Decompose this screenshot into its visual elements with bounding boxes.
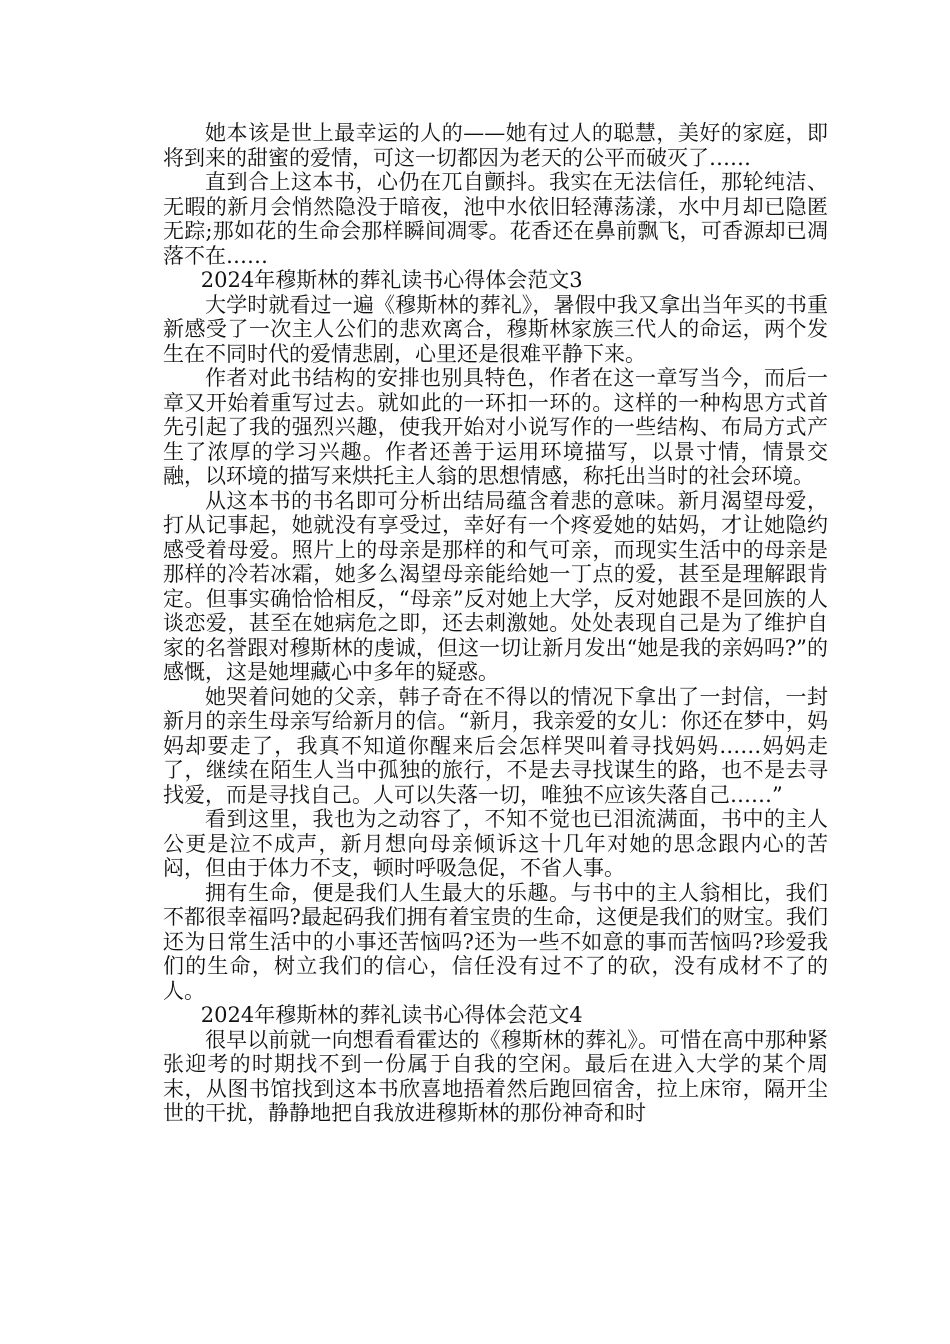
paragraph-3: 大学时就看过一遍《穆斯林的葬礼》，暑假中我又拿出当年买的书重新感受了一次主人公们的悲欢离合，穆斯林家族三代人的命运，两个发生在不同时代的爱情悲剧，心里还是很难平静下来。 [163,292,828,366]
paragraph-5: 从这本书的书名即可分析出结局蕴含着悲的意味。新月渴望母爱，打从记事起，她就没有享受过，幸好有一个疼爱她的姑妈，才让她隐约感受着母爱。照片上的母亲是那样的和气可亲，而现实生活中的母亲是那样的冷若冰霜，她多么渴望母亲能给她一丁点的爱，甚至是理解跟肯定。但事实确恰恰相反，“母亲”反对她上大学，反对她跟不是回族的人谈恋爱，甚至在她病危之即，还去刺激她。处处表现自己是为了维护自家的名誉跟对穆斯林的虔诚，但这一切让新月发出“她是我的亲妈吗?”的感慨，这是她埋藏心中多年的疑惑。 [163,488,828,684]
paragraph-4: 作者对此书结构的安排也别具特色，作者在这一章写当今，而后一章又开始着重写过去。就如此的一环扣一环的。这样的一种构思方式首先引起了我的强烈兴趣，使我开始对小说写作的一些结构、布局方式产生了浓厚的学习兴趣。作者还善于运用环境描写，以景寸情，情景交融，以环境的描写来烘托主人翁的思想情感，称托出当时的社会环境。 [163,366,828,488]
section-heading-4: 2024年穆斯林的葬礼读书心得体会范文4 [200,1003,583,1027]
paragraph-6: 她哭着问她的父亲，韩子奇在不得以的情况下拿出了一封信，一封新月的亲生母亲写给新月的信。“新月，我亲爱的女儿：你还在梦中，妈妈却要走了，我真不知道你醒来后会怎样哭叫着寻找妈妈……妈妈走了，继续在陌生人当中孤独的旅行，不是去寻找谋生的路，也不是去寻找爱，而是寻找自己。人可以失落一切，唯独不应该失落自己……” [163,684,828,807]
paragraph-9: 很早以前就一向想看看霍达的《穆斯林的葬礼》。可惜在高中那种紧张迎考的时期找不到一份属于自我的空闲。最后在进入大学的某个周末，从图书馆找到这本书欣喜地捂着然后跑回宿舍，拉上床帘，隔开尘世的干扰，静静地把自我放进穆斯林的那份神奇和时 [163,1027,828,1125]
paragraph-8: 拥有生命，便是我们人生最大的乐趣。与书中的主人翁相比，我们不都很幸福吗?最起码我们拥有着宝贵的生命，这便是我们的财宝。我们还为日常生活中的小事还苦恼吗?还为一些不如意的事而苦恼吗?珍爱我们的生命，树立我们的信心，信任没有过不了的砍，没有成材不了的人。 [163,880,828,1003]
section-heading-3: 2024年穆斯林的葬礼读书心得体会范文3 [200,268,583,292]
paragraph-7: 看到这里，我也为之动容了，不知不觉也已泪流满面，书中的主人公更是泣不成声，新月想向母亲倾诉这十几年对她的思念跟内心的苦闷，但由于体力不支，顿时呼吸急促，不省人事。 [163,807,828,880]
document-body [163,121,828,1126]
paragraph-2: 直到合上这本书，心仍在兀自颤抖。我实在无法信任，那轮纯洁、无暇的新月会悄然隐没于暗夜，池中水依旧轻薄荡漾，水中月却已隐匿无踪;那如花的生命会那样瞬间凋零。花香还在鼻前飘飞，可香源却已凋落不在…… [163,170,828,268]
paragraph-1: 她本该是世上最幸运的人的——她有过人的聪慧，美好的家庭，即将到来的甜蜜的爱情，可这一切都因为老天的公平而破灭了…… [163,121,828,170]
